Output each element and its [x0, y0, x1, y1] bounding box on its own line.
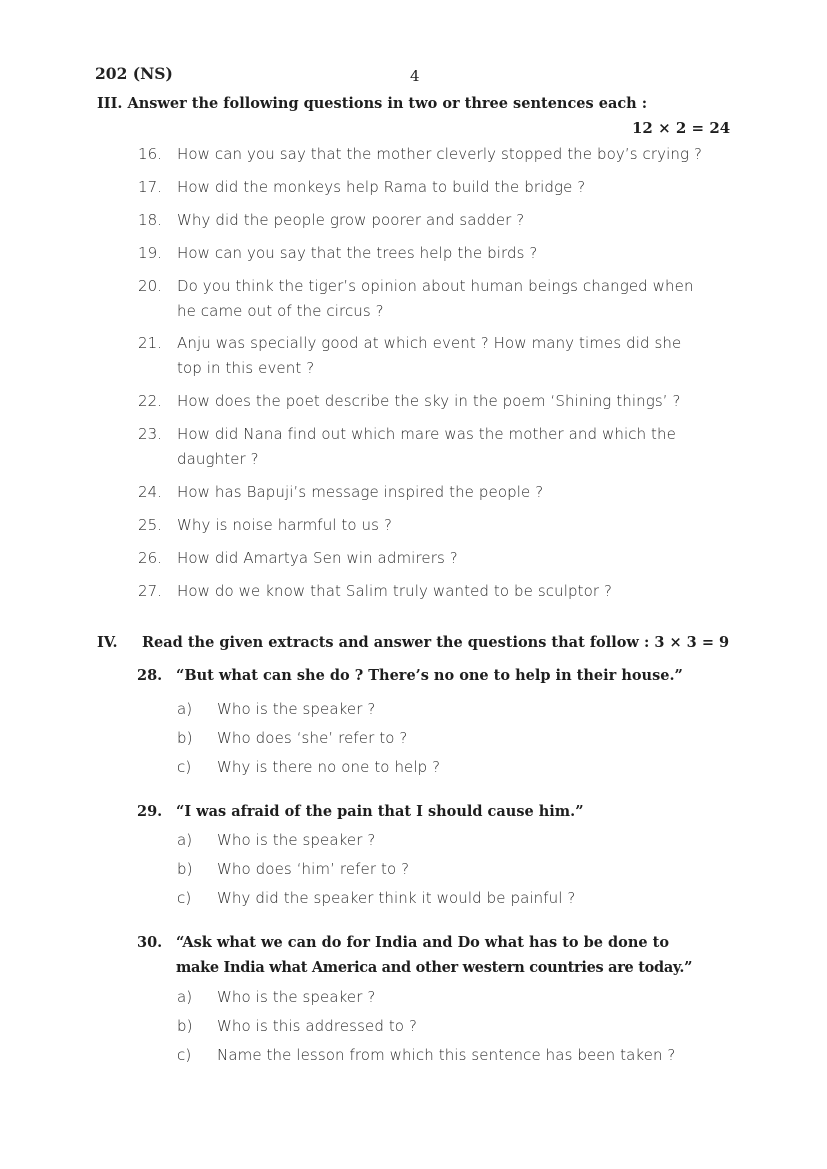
sub-question-text: Who does ‘she’ refer to ? — [217, 729, 408, 747]
question-text: How did the monkeys help Rama to build the bridge ? — [177, 178, 586, 196]
question-text: How did Amartya Sen win admirers ? — [177, 549, 458, 567]
question-number: 21. — [138, 334, 163, 352]
sub-question-text: Name the lesson from which this sentence has been taken ? — [217, 1046, 676, 1064]
question-number: 20. — [138, 277, 163, 295]
question-text-continued: he came out of the circus ? — [177, 302, 384, 320]
section-3-marks: 12 × 2 = 24 — [632, 119, 731, 137]
sub-question-label: c) — [177, 889, 192, 907]
sub-question-text: Who is this addressed to ? — [217, 1017, 418, 1035]
extract-quote: “Ask what we can do for India and Do what has to be done to — [176, 934, 670, 951]
sub-question-label: a) — [177, 831, 193, 849]
sub-question-label: b) — [177, 729, 193, 747]
question-number: 16. — [138, 145, 163, 163]
question-text: Do you think the tiger’s opinion about human beings changed when — [177, 277, 694, 295]
question-text: How do we know that Salim truly wanted to be sculptor ? — [177, 582, 613, 600]
question-text: How can you say that the mother cleverly stopped the boy’s crying ? — [177, 145, 703, 163]
sub-question-label: c) — [177, 758, 192, 776]
question-text-continued: daughter ? — [177, 450, 259, 468]
question-text: Why did the people grow poorer and sadder ? — [177, 211, 525, 229]
extract-number: 30. — [137, 934, 163, 951]
question-number: 27. — [138, 582, 163, 600]
sub-question-label: a) — [177, 700, 193, 718]
sub-question-text: Who is the speaker ? — [217, 831, 376, 849]
question-text: How can you say that the trees help the birds ? — [177, 244, 538, 262]
question-number: 18. — [138, 211, 163, 229]
question-number: 26. — [138, 549, 163, 567]
extract-quote: “I was afraid of the pain that I should cause him.” — [176, 803, 584, 820]
section-4-heading: Read the given extracts and answer the questions that follow : 3 × 3 = 9 — [142, 634, 730, 651]
extract-quote-continued: make India what America and other western countries are today.” — [176, 959, 693, 976]
sub-question-label: a) — [177, 988, 193, 1006]
question-text: How has Bapuji’s message inspired the people ? — [177, 483, 544, 501]
question-number: 22. — [138, 392, 163, 410]
sub-question-text: Who does ‘him’ refer to ? — [217, 860, 410, 878]
question-number: 17. — [138, 178, 163, 196]
sub-question-text: Why did the speaker think it would be painful ? — [217, 889, 576, 907]
question-number: 24. — [138, 483, 163, 501]
question-number: 25. — [138, 516, 163, 534]
question-text-continued: top in this event ? — [177, 359, 315, 377]
question-number: 19. — [138, 244, 163, 262]
sub-question-text: Who is the speaker ? — [217, 700, 376, 718]
paper-code: 202 (NS) — [95, 64, 173, 83]
sub-question-label: b) — [177, 1017, 193, 1035]
sub-question-text: Why is there no one to help ? — [217, 758, 441, 776]
question-text: How did Nana find out which mare was the mother and which the — [177, 425, 676, 443]
section-4-roman: IV. — [97, 634, 118, 651]
question-number: 23. — [138, 425, 163, 443]
sub-question-text: Who is the speaker ? — [217, 988, 376, 1006]
extract-quote: “But what can she do ? There’s no one to help in their house.” — [176, 667, 683, 684]
sub-question-label: c) — [177, 1046, 192, 1064]
question-text: Why is noise harmful to us ? — [177, 516, 393, 534]
section-3-heading: III. Answer the following questions in two or three sentences each : — [97, 95, 648, 112]
extract-number: 29. — [137, 803, 163, 820]
extract-number: 28. — [137, 667, 163, 684]
sub-question-label: b) — [177, 860, 193, 878]
question-text: How does the poet describe the sky in the poem ‘Shining things’ ? — [177, 392, 681, 410]
page-number: 4 — [410, 67, 420, 85]
question-text: Anju was specially good at which event ? How many times did she — [177, 334, 682, 352]
